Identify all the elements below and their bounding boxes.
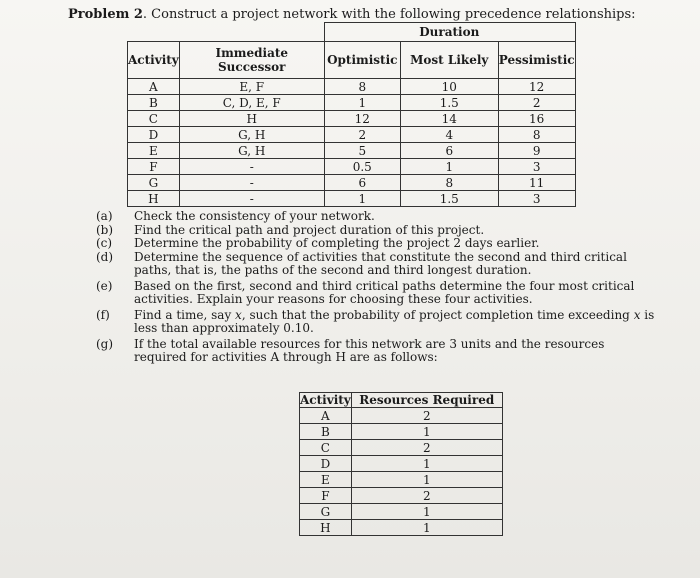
activity-cell: B xyxy=(300,424,352,440)
pessimistic-cell: 8 xyxy=(498,127,575,143)
most-likely-cell: 4 xyxy=(400,127,498,143)
table-row xyxy=(128,143,576,159)
table-row xyxy=(128,159,576,175)
optimistic-cell: 5 xyxy=(324,143,400,159)
most-likely-cell: 8 xyxy=(400,175,498,191)
required-cell: 2 xyxy=(351,408,502,424)
activity-cell: A xyxy=(128,79,180,95)
optimistic-cell: 6 xyxy=(324,175,400,191)
table-row xyxy=(128,111,576,127)
most-likely-cell: 14 xyxy=(400,111,498,127)
required-cell: 1 xyxy=(351,520,502,536)
table-row xyxy=(300,520,503,536)
table-row xyxy=(300,408,503,424)
required-cell: 1 xyxy=(351,424,502,440)
table-row xyxy=(128,79,576,95)
pessimistic-header: Pessimistic xyxy=(498,42,575,79)
optimistic-cell: 12 xyxy=(324,111,400,127)
pessimistic-cell: 3 xyxy=(498,191,575,207)
pessimistic-cell: 9 xyxy=(498,143,575,159)
most-likely-header: Most Likely xyxy=(400,42,498,79)
optimistic-cell: 0.5 xyxy=(324,159,400,175)
question-parts xyxy=(96,210,656,365)
pessimistic-cell: 11 xyxy=(498,175,575,191)
successor-header-line2: Successor xyxy=(218,60,286,74)
part-c xyxy=(96,237,656,251)
pessimistic-cell: 2 xyxy=(498,95,575,111)
activity-cell: D xyxy=(128,127,180,143)
part-text: Find the critical path and project duration of this project. xyxy=(134,222,485,237)
part-variable: x xyxy=(235,307,242,322)
part-text: Check the consistency of your network. xyxy=(134,209,375,223)
activity-cell: A xyxy=(300,408,352,424)
optimistic-cell: 1 xyxy=(324,95,400,111)
part-label: (c) xyxy=(96,236,113,250)
successor-cell: H xyxy=(179,111,324,127)
most-likely-cell: 1.5 xyxy=(400,95,498,111)
part-text: If the total available resources for this network are 3 units and the resources required for activities A through H are as follows: xyxy=(134,336,605,364)
activity-cell: H xyxy=(128,191,180,207)
table-row xyxy=(300,504,503,520)
part-label: (a) xyxy=(96,209,113,223)
successor-cell: G, H xyxy=(179,127,324,143)
activity-header: Activity xyxy=(128,42,180,79)
part-text: Based on the first, second and third critical paths determine the four most critical activities. Explain your reasons for choosing these four activities. xyxy=(134,278,635,306)
most-likely-cell: 1.5 xyxy=(400,191,498,207)
part-text: Determine the probability of completing the project 2 days earlier. xyxy=(134,236,540,250)
optimistic-cell: 8 xyxy=(324,79,400,95)
optimistic-cell: 1 xyxy=(324,191,400,207)
table-row xyxy=(128,95,576,111)
successor-cell: - xyxy=(179,159,324,175)
part-label: (d) xyxy=(96,249,114,264)
table-row xyxy=(300,424,503,440)
table-row xyxy=(300,488,503,504)
activity-cell: C xyxy=(300,440,352,456)
pessimistic-cell: 3 xyxy=(498,159,575,175)
part-text-middle: , such that the probability of project completion time exceeding xyxy=(241,307,634,322)
activity-cell: F xyxy=(300,488,352,504)
problem-number: Problem 2 xyxy=(68,7,143,22)
part-text-before: Find a time, say xyxy=(134,307,236,322)
part-a xyxy=(96,210,656,224)
part-label: (f) xyxy=(96,307,110,322)
activity-cell: G xyxy=(128,175,180,191)
successor-cell: E, F xyxy=(179,79,324,95)
required-cell: 2 xyxy=(351,488,502,504)
part-text-after: is less than approximately 0.10. xyxy=(134,307,655,335)
activity-cell: E xyxy=(128,143,180,159)
successor-header-line1: Immediate xyxy=(215,46,289,60)
part-label: (e) xyxy=(96,278,113,293)
activity-cell: G xyxy=(300,504,352,520)
activity-cell: E xyxy=(300,472,352,488)
successor-cell: G, H xyxy=(179,143,324,159)
activity-cell: D xyxy=(300,456,352,472)
part-g xyxy=(96,338,656,365)
duration-header: Duration xyxy=(400,23,498,42)
part-b xyxy=(96,224,656,238)
part-f xyxy=(96,309,656,336)
most-likely-cell: 1 xyxy=(400,159,498,175)
precedence-table xyxy=(127,22,576,207)
part-label: (g) xyxy=(96,336,114,351)
resources-activity-header: Activity xyxy=(300,393,351,407)
part-variable: x xyxy=(633,307,641,322)
resources-table xyxy=(299,392,503,536)
problem-title xyxy=(68,7,636,22)
activity-cell: H xyxy=(300,520,352,536)
most-likely-cell: 10 xyxy=(400,79,498,95)
successor-header xyxy=(179,42,324,79)
required-cell: 1 xyxy=(351,456,502,472)
optimistic-header: Optimistic xyxy=(324,42,400,79)
table-row xyxy=(300,440,503,456)
resources-required-header: Resources Required xyxy=(351,393,502,408)
problem-statement: . Construct a project network with the following precedence relationships: xyxy=(142,7,636,22)
activity-cell: F xyxy=(128,159,180,175)
part-label: (b) xyxy=(96,222,114,237)
table-row xyxy=(300,472,503,488)
most-likely-cell: 6 xyxy=(400,143,498,159)
pessimistic-cell: 12 xyxy=(498,79,575,95)
part-text: Determine the sequence of activities that constitute the second and third critical paths, that is, the paths of the second and third longest duration. xyxy=(134,249,627,277)
table-row xyxy=(300,456,503,472)
successor-cell: - xyxy=(179,191,324,207)
part-d xyxy=(96,251,656,278)
pessimistic-cell: 16 xyxy=(498,111,575,127)
table-row xyxy=(128,175,576,191)
required-cell: 2 xyxy=(351,440,502,456)
table-row xyxy=(128,191,576,207)
required-cell: 1 xyxy=(351,472,502,488)
successor-cell: - xyxy=(179,175,324,191)
successor-cell: C, D, E, F xyxy=(179,95,324,111)
table-row xyxy=(128,127,576,143)
required-cell: 1 xyxy=(351,504,502,520)
activity-cell: B xyxy=(128,95,180,111)
part-e xyxy=(96,280,656,307)
activity-cell: C xyxy=(128,111,180,127)
optimistic-cell: 2 xyxy=(324,127,400,143)
